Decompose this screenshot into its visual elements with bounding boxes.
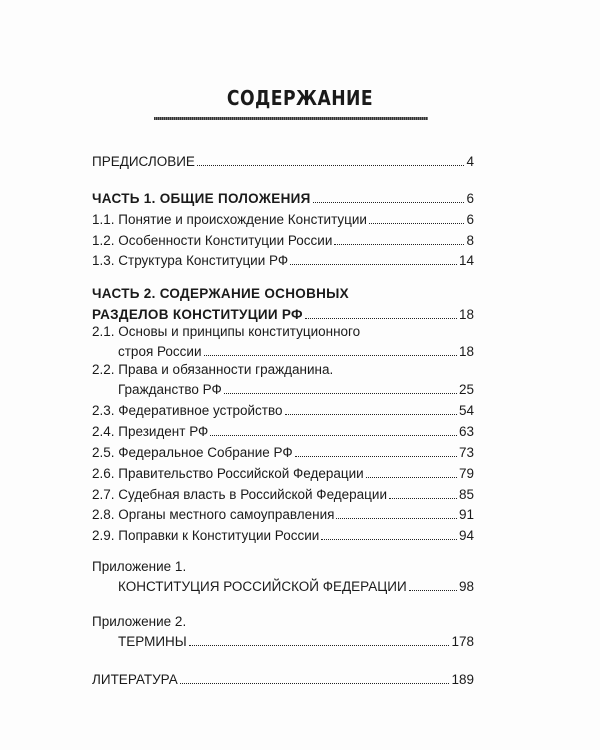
toc-page-number: 63 (458, 424, 474, 439)
toc-entry-2-7[interactable] (92, 483, 474, 503)
toc-page-number: 14 (458, 253, 474, 268)
dot-leader (369, 223, 465, 224)
toc-label: ТЕРМИНЫ (118, 634, 187, 649)
toc-label: РАЗДЕЛОВ КОНСТИТУЦИИ РФ (92, 307, 303, 322)
toc-app1-line1: Приложение 1. (92, 559, 187, 574)
toc-page-number: 85 (458, 487, 474, 502)
toc-entry-2-5[interactable] (92, 441, 474, 461)
toc-label: ЧАСТЬ 1. ОБЩИЕ ПОЛОЖЕНИЯ (92, 191, 311, 206)
dot-leader (180, 683, 450, 684)
toc-entry-1-1[interactable] (92, 208, 474, 228)
toc-entry-part1[interactable] (92, 187, 474, 207)
toc-page-number: 6 (466, 191, 474, 206)
dot-leader (290, 264, 457, 265)
dot-leader (295, 456, 457, 457)
toc-label: ПРЕДИСЛОВИЕ (92, 154, 195, 169)
toc-entry-2-2[interactable] (92, 378, 474, 398)
toc-page-number: 73 (458, 445, 474, 460)
toc-app2-line1: Приложение 2. (92, 614, 187, 629)
toc-entry-literature[interactable] (92, 668, 474, 688)
toc-entry-2-1[interactable] (92, 340, 474, 360)
dot-leader (285, 414, 457, 415)
dot-leader (321, 539, 457, 540)
toc-2-1-line1: 2.1. Основы и принципы конституционного (92, 324, 361, 339)
dot-leader (334, 244, 464, 245)
toc-label: Гражданство РФ (118, 382, 222, 397)
toc-label: ЛИТЕРАТУРА (92, 672, 178, 687)
toc-entry-appendix-1[interactable] (92, 575, 474, 595)
toc-page-number: 79 (458, 466, 474, 481)
toc-label: 2.7. Судебная власть в Российской Федерации (92, 487, 387, 502)
toc-page-number: 6 (466, 212, 474, 227)
toc-entry-1-2[interactable] (92, 229, 474, 249)
toc-page-number: 25 (458, 382, 474, 397)
dot-leader (366, 477, 457, 478)
toc-page-number: 18 (458, 344, 474, 359)
toc-label: 2.6. Правительство Российской Федерации (92, 466, 364, 481)
toc-label: 1.2. Особенности Конституции России (92, 233, 333, 248)
toc-entry-2-9[interactable] (92, 524, 474, 544)
toc-label: 1.1. Понятие и происхождение Конституции (92, 212, 367, 227)
toc-label: КОНСТИТУЦИЯ РОССИЙСКОЙ ФЕДЕРАЦИИ (118, 579, 407, 594)
toc-page-number: 18 (458, 307, 474, 322)
dot-leader (224, 393, 457, 394)
toc-label: 2.9. Поправки к Конституции России (92, 528, 320, 543)
toc-page-number: 91 (458, 507, 474, 522)
dot-leader (336, 518, 457, 519)
dot-leader (389, 498, 457, 499)
toc-page-number: 189 (451, 672, 474, 687)
toc-entry-2-4[interactable] (92, 420, 474, 440)
toc-page-number: 4 (466, 154, 474, 169)
toc-entry-appendix-2[interactable] (92, 630, 474, 650)
toc-label: 2.5. Федеральное Собрание РФ (92, 445, 293, 460)
toc-label: строя России (118, 344, 202, 359)
dot-leader (197, 165, 465, 166)
dot-leader (210, 435, 457, 436)
toc-page-number: 178 (451, 634, 474, 649)
toc-page-number: 98 (458, 579, 474, 594)
dot-leader (313, 202, 465, 203)
toc-entry-2-6[interactable] (92, 462, 474, 482)
toc-entry-part2[interactable] (92, 303, 474, 323)
toc-entry-preface[interactable] (92, 150, 474, 170)
toc-page-number: 54 (458, 403, 474, 418)
toc-page-number: 94 (458, 528, 474, 543)
title-underline (154, 117, 428, 120)
dot-leader (204, 355, 457, 356)
toc-entry-2-3[interactable] (92, 399, 474, 419)
toc-label: 2.3. Федеративное устройство (92, 403, 283, 418)
dot-leader (189, 645, 450, 646)
dot-leader (409, 590, 457, 591)
toc-page-number: 8 (466, 233, 474, 248)
toc-part2-line1: ЧАСТЬ 2. СОДЕРЖАНИЕ ОСНОВНЫХ (92, 286, 349, 301)
toc-entry-1-3[interactable] (92, 249, 474, 269)
toc-label: 2.4. Президент РФ (92, 424, 209, 439)
page-title: СОДЕРЖАНИЕ (226, 86, 374, 110)
toc-label: 2.8. Органы местного самоуправления (92, 507, 335, 522)
dot-leader (305, 318, 457, 319)
toc-label: 1.3. Структура Конституции РФ (92, 253, 289, 268)
toc-entry-2-8[interactable] (92, 503, 474, 523)
toc-2-2-line1: 2.2. Права и обязанности гражданина. (92, 362, 334, 377)
